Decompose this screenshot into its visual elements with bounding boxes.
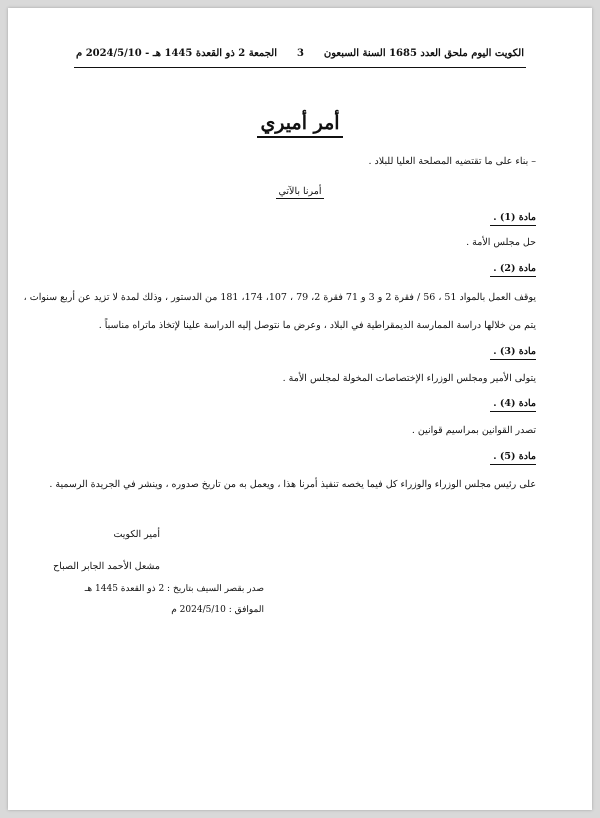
article-3-text: يتولى الأمير ومجلس الوزراء الإختصاصات المخولة لمجلس الأمة . — [282, 373, 536, 384]
document-page — [8, 8, 592, 810]
page-header — [76, 48, 524, 59]
header-page-number: 3 — [296, 48, 304, 59]
article-4-underline — [490, 411, 536, 412]
article-2-text-line-1: يوقف العمل بالمواد 51 ، 56 / فقرة 2 و 3 و 71 فقرة 2، 79 ، 107، 174، 181 من الدستور ، وذلك لمدة لا تزيد عن أربع سنوات ، — [23, 292, 536, 303]
order-heading — [8, 186, 592, 197]
article-5-label: مادة (5) . — [493, 451, 536, 462]
header-publication: الكويت اليوم ملحق العدد 1685 السنة السبعون — [323, 48, 524, 59]
issued-place-date: صدر بقصر السيف بتاريخ : 2 ذو القعدة 1445 هـ — [84, 584, 264, 594]
preamble: – بناء على ما تقتضيه المصلحة العليا للبلاد . — [368, 156, 536, 167]
article-1-underline — [490, 225, 536, 226]
article-5-text: على رئيس مجلس الوزراء والوزراء كل فيما يخصه تنفيذ أمرنا هذا ، ويعمل به من تاريخ صدوره ، وينشر في الجريدة الرسمية . — [49, 479, 536, 490]
article-3-label: مادة (3) . — [493, 346, 536, 357]
article-5-underline — [490, 464, 536, 465]
header-date: الجمعة 2 ذو القعدة 1445 هـ - 2024/5/10 م — [76, 48, 277, 59]
article-4-text: تصدر القوانين بمراسيم قوانين . — [411, 425, 536, 436]
article-4-label: مادة (4) . — [493, 398, 536, 409]
issued-gregorian-date: الموافق : 2024/5/10 م — [171, 605, 264, 615]
article-1-label: مادة (1) . — [493, 212, 536, 223]
article-2-label: مادة (2) . — [493, 263, 536, 274]
article-1-text: حل مجلس الأمة . — [466, 237, 536, 248]
header-divider — [74, 67, 526, 68]
order-heading-text: أمرنا بالآتي — [278, 186, 322, 197]
signature-title: أمير الكويت — [113, 529, 160, 540]
document-title-text: أمر أميري — [257, 112, 342, 138]
article-2-underline — [490, 276, 536, 277]
signature-name: مشعل الأحمد الجابر الصباح — [53, 561, 160, 572]
article-2-text-line-2: يتم من خلالها دراسة الممارسة الديمقراطية في البلاد ، وعرض ما نتوصل إليه الدراسة علينا لإتخاذ ماتراه مناسباً . — [98, 320, 536, 331]
document-title — [8, 112, 592, 134]
article-3-underline — [490, 359, 536, 360]
